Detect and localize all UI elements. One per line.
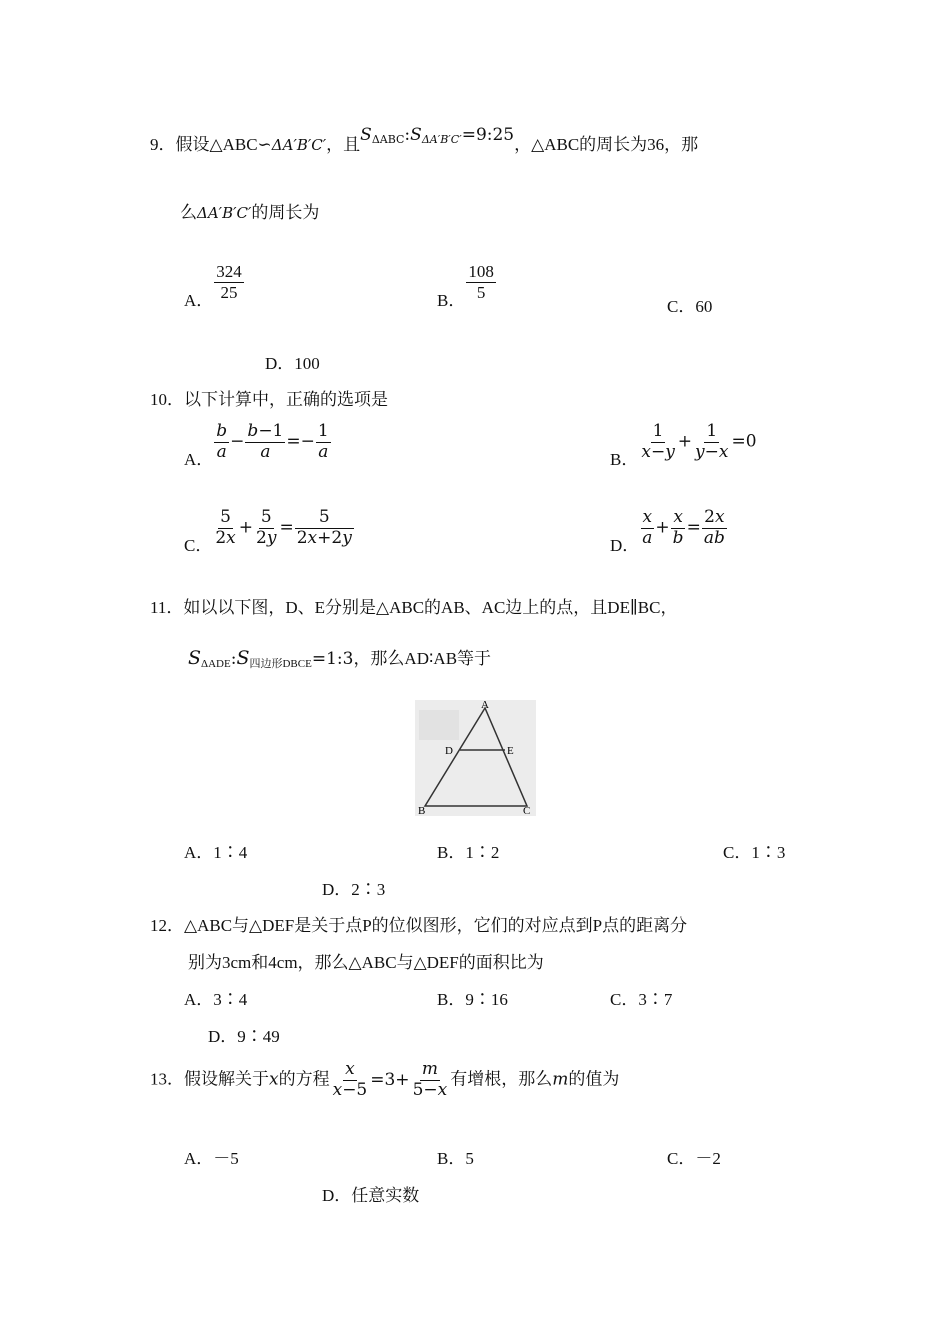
q13-option-d[interactable]: D．任意实数: [322, 1186, 420, 1205]
q13-option-c[interactable]: C．－2: [667, 1149, 721, 1168]
q9-area-s1: S: [360, 125, 372, 145]
q10-stem: 10．以下计算中，正确的选项是: [150, 390, 388, 409]
q13-option-b[interactable]: B．5: [437, 1149, 474, 1168]
q9-stem2-b: 的周长为: [251, 203, 320, 222]
q12-option-c[interactable]: C．3∶7: [610, 990, 673, 1009]
q13-option-a[interactable]: A．－5: [184, 1149, 239, 1168]
label-a: A: [481, 700, 489, 711]
q10-option-b[interactable]: B． $\frac{1}{x-y}$ + $\frac{1}{y-x}$ =0: [610, 421, 757, 469]
figure-scan-noise: [419, 710, 459, 740]
q10-option-b-label: B．: [610, 449, 639, 469]
q9-stem-line2: [180, 198, 319, 223]
q11-cond-s2-sub: 四边形DBCE: [249, 658, 312, 670]
q9-option-a-num: 324: [216, 262, 242, 281]
q10-option-c[interactable]: C． $\frac{5}{2x}$ + $\frac{5}{2y}$ = $\frac{5}{2x+2y}$: [184, 507, 352, 555]
label-e: E: [507, 745, 514, 757]
q9-area-s2: S: [410, 125, 422, 145]
q9-stem-part-a: 9．假设△ABC∽: [150, 135, 272, 154]
q11-cond-value: =1:3: [311, 649, 354, 669]
q10-option-a-label: A．: [184, 449, 214, 469]
q9-option-b[interactable]: [437, 262, 497, 310]
q10-option-c-label: C．: [184, 535, 213, 555]
q10-option-d-label: D．: [610, 535, 640, 555]
q9-similar-triangle: ΔA′B′C′: [271, 136, 327, 154]
q11-option-b[interactable]: B．1∶2: [437, 843, 500, 862]
q11-cond-s1-sub: ΔADE: [201, 658, 231, 670]
q12-stem-line2: 别为3cm和4cm，那么△ABC与△DEF的面积比为: [188, 953, 544, 972]
q9-stem2-triangle: ΔA′B′C′: [197, 204, 252, 222]
q9-stem-part-c: ，△ABC的周长为36，那: [514, 135, 699, 154]
q11-option-d[interactable]: D．2∶3: [322, 880, 386, 899]
q9-stem-part-b: ，且: [326, 135, 361, 154]
q11-condition: $S_{\Delta ADE}:S_{四边形DBCE}=1:3$，那么AD∶AB等于: [188, 647, 492, 670]
q13-stem: [150, 1060, 619, 1100]
q9-option-a-fraction: [214, 262, 244, 302]
q11-stem: 11．如以以下图，D、E分别是△ABC的AB、AC边上的点，且DE∥BC，: [150, 598, 678, 617]
q11-cond-tail: ，那么AD∶AB等于: [353, 649, 492, 668]
q9-option-a-den: 25: [220, 282, 238, 302]
q13-stem-d: 的值为: [568, 1069, 620, 1089]
label-d: D: [445, 745, 453, 757]
q9-option-a-label: A．: [184, 290, 214, 310]
q10-option-a[interactable]: A． $\frac{b}{a}$ − $\frac{b-1}{a}$ =− $\frac{1}{a}$: [184, 421, 329, 469]
q13-equation: $\frac{x}{x-5}$ =3+ $\frac{m}{5-x}$: [332, 1059, 448, 1100]
q9-area-ratio: [360, 125, 514, 145]
q13-var-x: x: [269, 1069, 279, 1090]
q11-option-a[interactable]: A．1∶4: [184, 843, 248, 862]
q13-var-m: m: [552, 1069, 569, 1090]
q11-triangle-figure: [415, 700, 536, 816]
q9-area-value: =9:25: [461, 125, 515, 145]
q12-option-d[interactable]: D．9∶49: [208, 1027, 280, 1046]
q9-area-colon: :: [404, 125, 411, 145]
q9-option-a[interactable]: [184, 262, 245, 310]
q13-stem-b: 的方程: [278, 1069, 330, 1089]
q9-option-b-label: B．: [437, 290, 466, 310]
q11-option-c[interactable]: C．1∶3: [723, 843, 786, 862]
label-c: C: [523, 805, 531, 816]
q9-stem2-a: 么: [180, 203, 197, 222]
q9-stem-line1: [150, 125, 699, 156]
q9-area-s1-sub: ΔABC: [371, 133, 405, 146]
q9-option-b-den: 5: [476, 282, 486, 302]
q9-area-s2-sub: ΔA′B′C′: [421, 133, 462, 146]
q13-stem-a: 13．假设解关于: [150, 1069, 269, 1089]
label-b: B: [418, 805, 426, 816]
q9-option-b-fraction: [466, 262, 496, 302]
q9-option-b-num: 108: [468, 262, 494, 281]
q12-option-b[interactable]: B．9∶16: [437, 990, 508, 1009]
q12-option-a[interactable]: A．3∶4: [184, 990, 248, 1009]
q12-stem-line1: 12．△ABC与△DEF是关于点P的位似图形，它们的对应点到P点的距离分: [150, 916, 688, 935]
q13-stem-c: 有增根，那么: [450, 1069, 553, 1089]
q9-option-c[interactable]: C．60: [667, 297, 713, 316]
q10-option-d[interactable]: D． $\frac{x}{a}$ + $\frac{x}{b}$ = $\frac{2x}{ab}$: [610, 507, 725, 555]
q9-option-d[interactable]: D．100: [265, 354, 320, 373]
